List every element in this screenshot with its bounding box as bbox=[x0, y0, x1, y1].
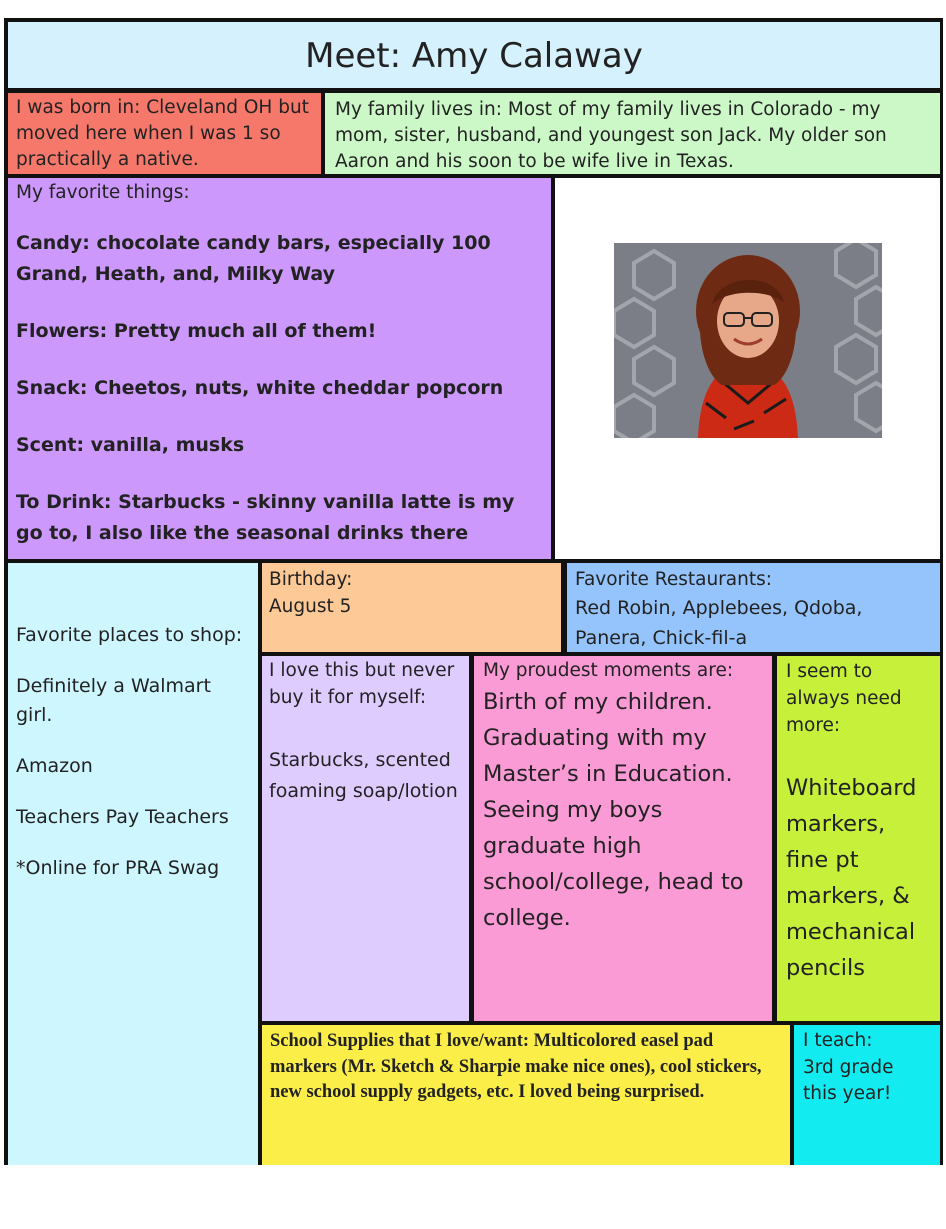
proud-value: Birth of my children. Graduating with my Master’s in Education. Seeing my boys graduate high school/college, head to college. bbox=[483, 689, 744, 931]
restaurants-value: Red Robin, Applebees, Qdoba, Panera, Chick-fil-a bbox=[575, 597, 863, 649]
restaurants-heading: Favorite Restaurants: bbox=[575, 569, 772, 590]
favorite-things-heading: My favorite things: bbox=[16, 182, 190, 203]
restaurants-box bbox=[567, 563, 940, 652]
shopping-item: Amazon bbox=[16, 755, 93, 777]
favorite-things-box bbox=[8, 178, 551, 559]
favorite-item: Snack: Cheetos, nuts, white cheddar popcorn bbox=[16, 377, 504, 399]
shopping-item: *Online for PRA Swag bbox=[16, 857, 220, 879]
portrait-photo bbox=[614, 243, 882, 438]
photo-area bbox=[555, 178, 940, 559]
title-banner bbox=[8, 22, 940, 88]
birthday-box bbox=[262, 563, 561, 652]
proudest-moments-box bbox=[474, 656, 772, 1021]
teach-value: 3rd grade this year! bbox=[803, 1056, 894, 1104]
favorite-item: Flowers: Pretty much all of them! bbox=[16, 320, 377, 342]
birthday-value: August 5 bbox=[269, 596, 352, 617]
shopping-item: Teachers Pay Teachers bbox=[16, 806, 229, 828]
shopping-heading: Favorite places to shop: bbox=[16, 624, 243, 646]
proud-heading: My proudest moments are: bbox=[483, 660, 734, 681]
shopping-box bbox=[8, 563, 258, 1165]
need-more-box bbox=[777, 656, 940, 1021]
favorite-item: To Drink: Starbucks - skinny vanilla latte is my go to, I also like the seasonal drinks there bbox=[16, 491, 515, 544]
teach-box bbox=[794, 1025, 940, 1165]
born-in-box: I was born in: Cleveland OH but moved here when I was 1 so practically a native. bbox=[8, 93, 321, 174]
school-supplies-box: School Supplies that I love/want: Multicolored easel pad markers (Mr. Sketch & Sharpie make nice ones), cool stickers, new school supply gadgets, etc. I loved being surprised. bbox=[262, 1025, 790, 1165]
birthday-heading: Birthday: bbox=[269, 569, 353, 590]
more-value: Whiteboard markers, fine pt markers, & mechanical pencils bbox=[786, 775, 917, 981]
favorite-item: Scent: vanilla, musks bbox=[16, 434, 245, 456]
favorite-item: Candy: chocolate candy bars, especially 100 Grand, Heath, and, Milky Way bbox=[16, 232, 491, 285]
page-title: Meet: Amy Calaway bbox=[305, 36, 643, 76]
shopping-item: Definitely a Walmart girl. bbox=[16, 675, 211, 726]
teach-heading: I teach: bbox=[803, 1030, 873, 1051]
love-heading: I love this but never buy it for myself: bbox=[269, 660, 455, 708]
love-value: Starbucks, scented foaming soap/lotion bbox=[269, 749, 458, 802]
family-box: My family lives in: Most of my family lives in Colorado - my mom, sister, husband, and youngest son Jack. My older son Aaron and his soon to be wife live in Texas. bbox=[325, 93, 940, 174]
love-box bbox=[262, 656, 469, 1021]
more-heading: I seem to always need more: bbox=[786, 661, 902, 736]
